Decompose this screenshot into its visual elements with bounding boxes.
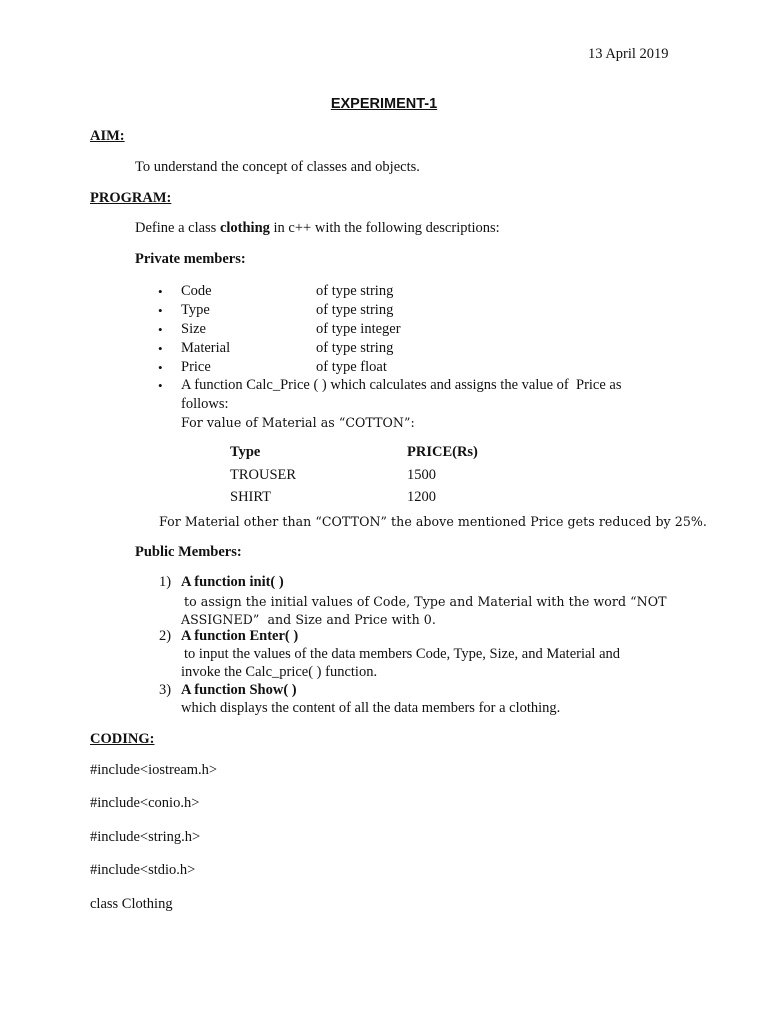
table-cell-type: SHIRT (230, 489, 272, 505)
table-cell-price: 1500 (407, 467, 436, 483)
table-header-price: PRICE(Rs) (407, 444, 478, 460)
function-description-cont: invoke the Calc_price( ) function. (181, 664, 378, 680)
list-number: 3) (159, 682, 172, 698)
member-name: Price (181, 359, 211, 375)
calc-price-description: A function Calc_Price ( ) which calculates and assigns the value of Price as (181, 377, 622, 393)
table-cell-price: 1200 (407, 489, 436, 505)
function-title: A function init( ) (181, 574, 284, 590)
table-cell-type: TROUSER (230, 467, 297, 483)
page-title: EXPERIMENT-1 (330, 96, 438, 112)
function-description: which displays the content of all the data members for a clothing. (181, 700, 561, 716)
aim-text: To understand the concept of classes and objects. (135, 159, 420, 175)
table-header-type: Type (230, 444, 261, 460)
member-type: of type integer (316, 321, 401, 337)
aim-heading: AIM: (90, 128, 125, 144)
member-name: Type (181, 302, 210, 318)
bullet-icon (158, 283, 163, 300)
code-line: class Clothing (90, 896, 173, 912)
bullet-icon (158, 377, 163, 394)
member-name: Material (181, 340, 231, 356)
member-type: of type float (316, 359, 387, 375)
list-number: 2) (159, 628, 172, 644)
program-intro (135, 220, 500, 237)
private-members-heading: Private members: (135, 251, 246, 267)
code-line: #include<iostream.h> (90, 762, 218, 778)
bullet-icon (158, 302, 163, 319)
document-date: 13 April 2019 (588, 46, 669, 62)
bullet-icon (158, 340, 163, 357)
list-number: 1) (159, 574, 172, 590)
member-type: of type string (316, 302, 394, 318)
member-name: Code (181, 283, 212, 299)
member-type: of type string (316, 283, 394, 299)
calc-price-description-cont: follows: (181, 396, 229, 412)
member-type: of type string (316, 340, 394, 356)
bullet-icon (158, 359, 163, 376)
program-heading: PROGRAM: (90, 190, 172, 206)
price-reduction-note: For Material other than “COTTON” the above mentioned Price gets reduced by 25%. (159, 514, 707, 529)
program-intro-prefix: Define a class (135, 220, 220, 236)
function-description-cont: ASSIGNED” and Size and Price with 0. (181, 612, 436, 627)
function-description: to input the values of the data members Code, Type, Size, and Material and (184, 646, 621, 662)
function-title: A function Show( ) (181, 682, 297, 698)
code-line: #include<stdio.h> (90, 862, 196, 878)
program-intro-suffix: in c++ with the following descriptions: (269, 220, 500, 236)
code-line: #include<string.h> (90, 829, 201, 845)
bullet-icon (158, 321, 163, 338)
coding-heading: CODING: (90, 731, 155, 747)
function-description: to assign the initial values of Code, Type and Material with the word “NOT (184, 594, 667, 609)
cotton-condition: For value of Material as “COTTON”: (181, 415, 415, 430)
function-title: A function Enter( ) (181, 628, 299, 644)
code-line: #include<conio.h> (90, 795, 200, 811)
public-members-heading: Public Members: (135, 544, 242, 560)
member-name: Size (181, 321, 206, 337)
program-intro-class-name: clothing (219, 220, 270, 236)
